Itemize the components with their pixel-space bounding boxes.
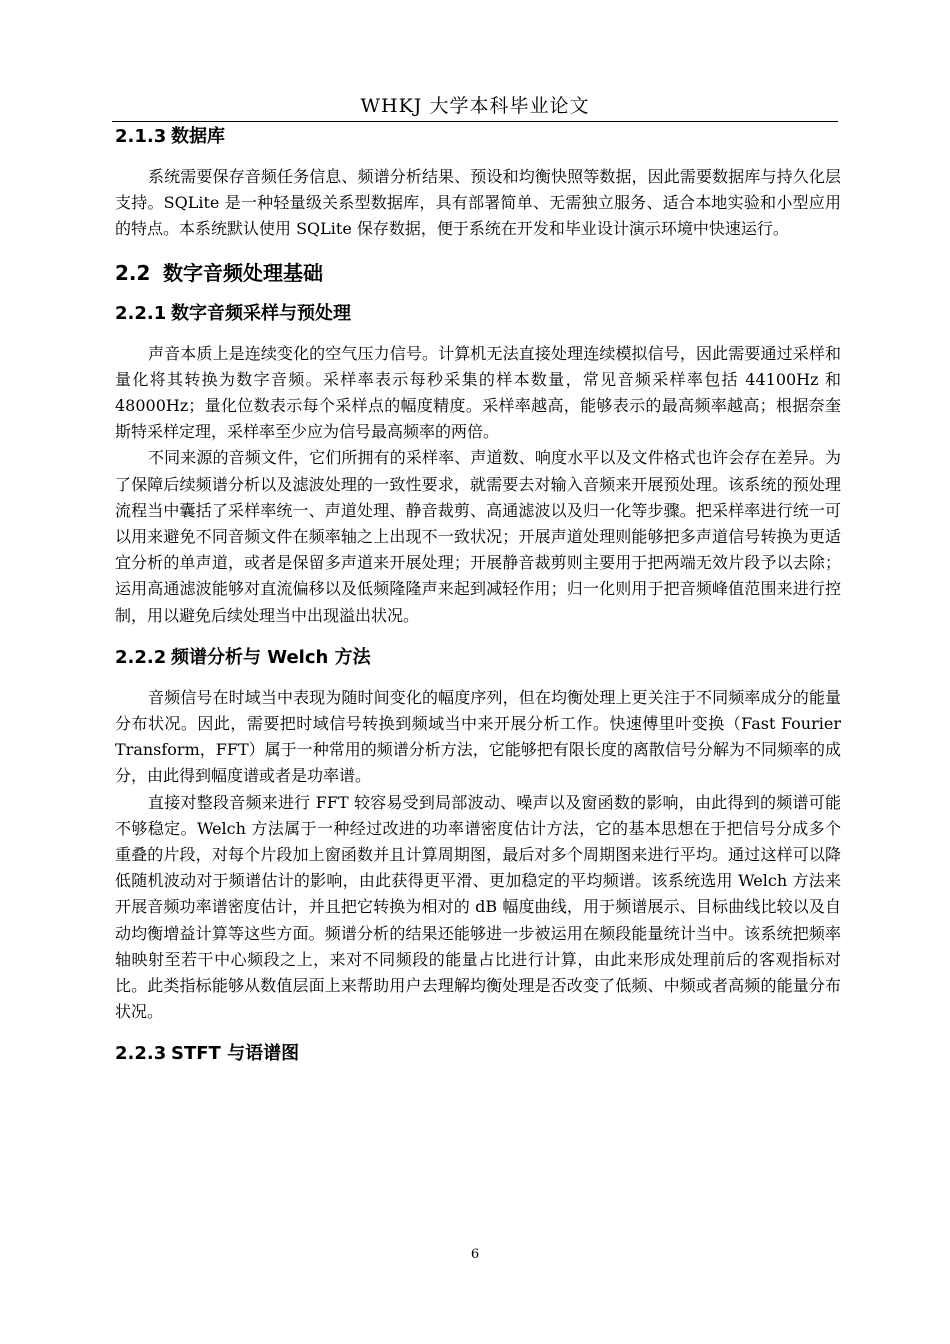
paragraph-sampling: 声音本质上是连续变化的空气压力信号。计算机无法直接处理连续模拟信号，因此需要通过采样和量化将其转换为数字音频。采样率表示每秒采集的样本数量，常见音频采样率包括 44100Hz 和 48000Hz；量化位数表示每个采样点的幅度精度。采样率越高，能够表示的最高频率越高；根据奈奎斯特采样定理，采样率至少应为信号最高频率的两倍。 [115,343,841,442]
page-content [115,124,841,1067]
section-title: 数字音频处理基础 [163,260,323,285]
section-number: 2.2.2 [115,646,167,668]
section-heading-2-2-2 [115,645,841,671]
section-title: 数据库 [171,126,225,147]
paragraph-database: 系统需要保存音频任务信息、频谱分析结果、预设和均衡快照等数据，因此需要数据库与持久化层支持。SQLite 是一种轻量级关系型数据库，具有部署简单、无需独立服务、适合本地实验和小型应用的特点。本系统默认使用 SQLite 保存数据，便于系统在开发和毕业设计演示环境中快速运行。 [115,167,841,239]
section-heading-2-2-1 [115,301,841,327]
section-heading-2-1-3 [115,124,841,150]
paragraph-fft: 音频信号在时域当中表现为随时间变化的幅度序列，但在均衡处理上更关注于不同频率成分的能量分布状况。因此，需要把时域信号转换到频域当中来开展分析工作。快速傅里叶变换（Fast Fourier Transform，FFT）属于一种常用的频谱分析方法，它能够把有限长度的离散信号分解为不同频率的成分，由此得到幅度谱或者是功率谱。 [115,687,841,786]
section-number: 2.2 [115,260,151,285]
paragraph-welch: 直接对整段音频来进行 FFT 较容易受到局部波动、噪声以及窗函数的影响，由此得到的频谱可能不够稳定。Welch 方法属于一种经过改进的功率谱密度估计方法，它的基本思想在于把信号分成多个重叠的片段，对每个片段加上窗函数并且计算周期图，最后对多个周期图来进行平均。通过这样可以降低随机波动对于频谱估计的影响，由此获得更平滑、更加稳定的平均频谱。该系统选用 Welch 方法来开展音频功率谱密度估计，并且把它转换为相对的 dB 幅度曲线，用于频谱展示、目标曲线比较以及自动均衡增益计算等这些方面。频谱分析的结果还能够进一步被运用在频段能量统计当中。该系统把频率轴映射至若干中心频段之上，来对不同频段的能量占比进行计算，由此来形成处理前后的客观指标对比。此类指标能够从数值层面上来帮助用户去理解均衡处理是否改变了低频、中频或者高频的能量分布状况。 [115,792,841,1022]
section-heading-2-2 [115,258,841,288]
section-title: STFT 与语谱图 [171,1043,300,1065]
page-number: 6 [470,1247,480,1262]
section-heading-2-2-3 [115,1041,841,1067]
header-rule [112,121,838,122]
section-number: 2.2.1 [115,302,167,324]
paragraph-preprocessing: 不同来源的音频文件，它们所拥有的采样率、声道数、响度水平以及文件格式也许会存在差异。为了保障后续频谱分析以及滤波处理的一致性要求，就需要去对输入音频来开展预处理。该系统的预处理流程当中囊括了采样率统一、声道处理、静音裁剪、高通滤波以及归一化等步骤。把采样率进行统一可以用来避免不同音频文件在频率轴之上出现不一致状况；开展声道处理则能够把多声道信号转换为更适宜分析的单声道，或者是保留多声道来开展处理；开展静音裁剪则主要用于把两端无效片段予以去除；运用高通滤波能够对直流偏移以及低频隆隆声来起到减轻作用；归一化则用于把音频峰值范围来进行控制，用以避免后续处理当中出现溢出状况。 [115,448,841,625]
section-title: 数字音频采样与预处理 [171,302,351,324]
section-title: 频谱分析与 Welch 方法 [171,646,371,668]
section-number: 2.1.3 [115,126,167,147]
section-number: 2.2.3 [115,1043,167,1065]
page-header: WHKJ 大学本科毕业论文 [360,95,590,117]
